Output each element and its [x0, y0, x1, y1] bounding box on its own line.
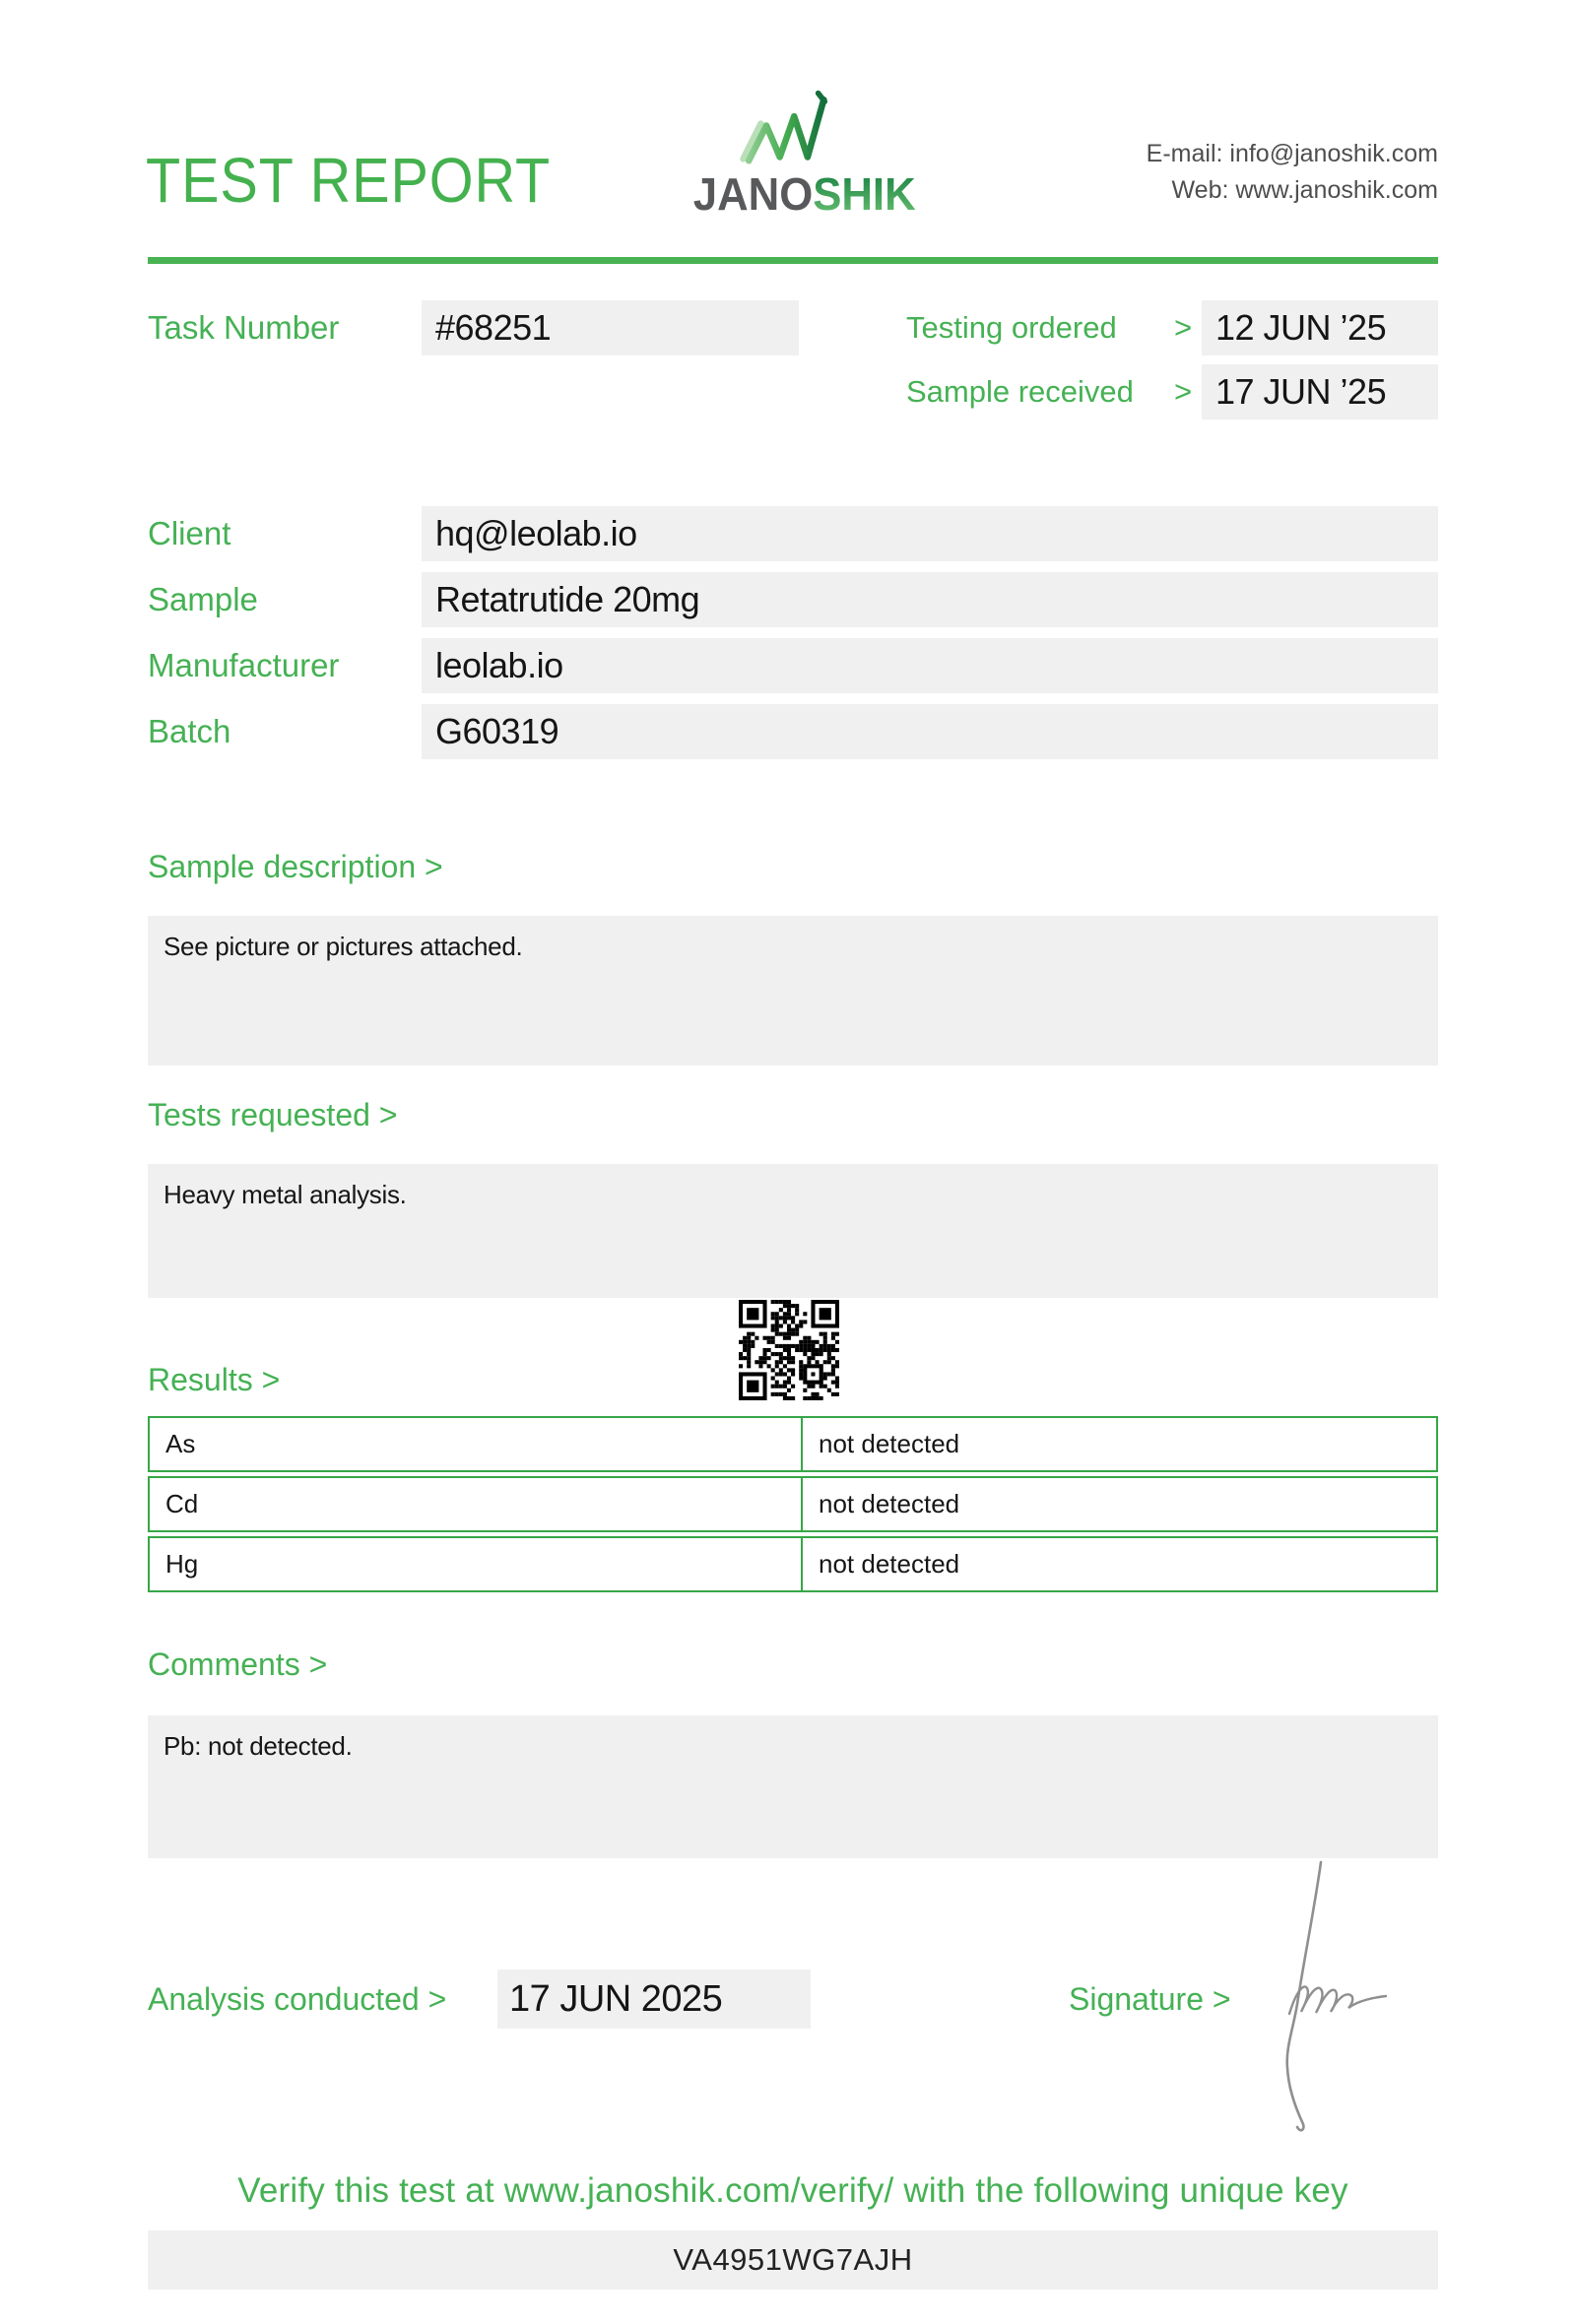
analyte-cell: As: [150, 1418, 803, 1470]
analyte-cell: Hg: [150, 1538, 803, 1590]
task-number-label: Task Number: [148, 309, 340, 346]
signature-label: Signature >: [1069, 1981, 1231, 2017]
analysis-conducted-label: Analysis conducted >: [148, 1981, 447, 2017]
client-value: hq@leolab.io: [435, 513, 637, 553]
result-cell: not detected: [819, 1429, 960, 1458]
testing-ordered-field: [1202, 300, 1438, 355]
sample-received-value: 17 JUN ’25: [1215, 371, 1387, 412]
manufacturer-value: leolab.io: [435, 645, 563, 685]
manufacturer-label: Manufacturer: [148, 647, 340, 683]
batch-value: G60319: [435, 711, 559, 751]
tests-requested-text: Heavy metal analysis.: [164, 1180, 407, 1209]
result-cell: not detected: [819, 1549, 960, 1579]
manufacturer-field: [422, 638, 1438, 693]
testing-ordered-row: [906, 300, 1438, 355]
table-row: [148, 1536, 1438, 1592]
sample-description-box: [148, 916, 1438, 1065]
sample-value: Retatrutide 20mg: [435, 579, 700, 619]
page-title: TEST REPORT: [146, 145, 552, 216]
sample-received-row: [906, 364, 1438, 420]
contact-email: E-mail: info@janoshik.com: [1146, 140, 1438, 167]
tests-requested-box: [148, 1164, 1438, 1298]
chevron-right-icon: >: [1173, 374, 1193, 409]
result-cell: not detected: [819, 1489, 960, 1518]
header-divider: [148, 257, 1438, 264]
trend-chart-icon: [737, 79, 843, 173]
client-field: [422, 506, 1438, 561]
qr-code: [739, 1300, 839, 1400]
logo-wordmark-gray: JANO: [692, 168, 814, 220]
sample-received-field: [1202, 364, 1438, 420]
logo-wordmark: [692, 167, 916, 221]
contact-web: Web: www.janoshik.com: [1171, 176, 1438, 204]
comments-heading: Comments >: [148, 1646, 328, 1682]
analysis-date-value: 17 JUN 2025: [509, 1978, 723, 2020]
batch-field: [422, 704, 1438, 759]
task-number-value: #68251: [435, 307, 552, 348]
table-row: [148, 1476, 1438, 1532]
results-heading: Results >: [148, 1362, 281, 1397]
sample-label: Sample: [148, 581, 258, 617]
handwritten-signature: [1276, 1856, 1423, 2142]
logo-wordmark-green: SHIK: [813, 168, 916, 220]
table-row: [148, 1416, 1438, 1472]
client-label: Client: [148, 515, 231, 551]
analysis-date-field: [497, 1969, 811, 2029]
task-number-field: [422, 300, 799, 355]
verify-key-value: VA4951WG7AJH: [673, 2242, 913, 2277]
analyte-cell: Cd: [150, 1478, 803, 1530]
verify-instruction: Verify this test at www.janoshik.com/verify/ with the following unique key: [237, 2171, 1348, 2210]
results-table: [148, 1416, 1438, 1596]
testing-ordered-value: 12 JUN ’25: [1215, 307, 1387, 348]
sample-field: [422, 572, 1438, 627]
verify-key-box: [148, 2230, 1438, 2290]
sample-received-label: Sample received: [906, 374, 1134, 409]
testing-ordered-label: Testing ordered: [906, 310, 1117, 345]
sample-description-text: See picture or pictures attached.: [164, 932, 523, 961]
sample-description-heading: Sample description >: [148, 849, 443, 884]
comments-box: [148, 1715, 1438, 1858]
batch-label: Batch: [148, 713, 231, 749]
comments-text: Pb: not detected.: [164, 1731, 353, 1761]
tests-requested-heading: Tests requested >: [148, 1097, 398, 1132]
contact-block: [1005, 136, 1438, 209]
chevron-right-icon: >: [1173, 310, 1193, 345]
